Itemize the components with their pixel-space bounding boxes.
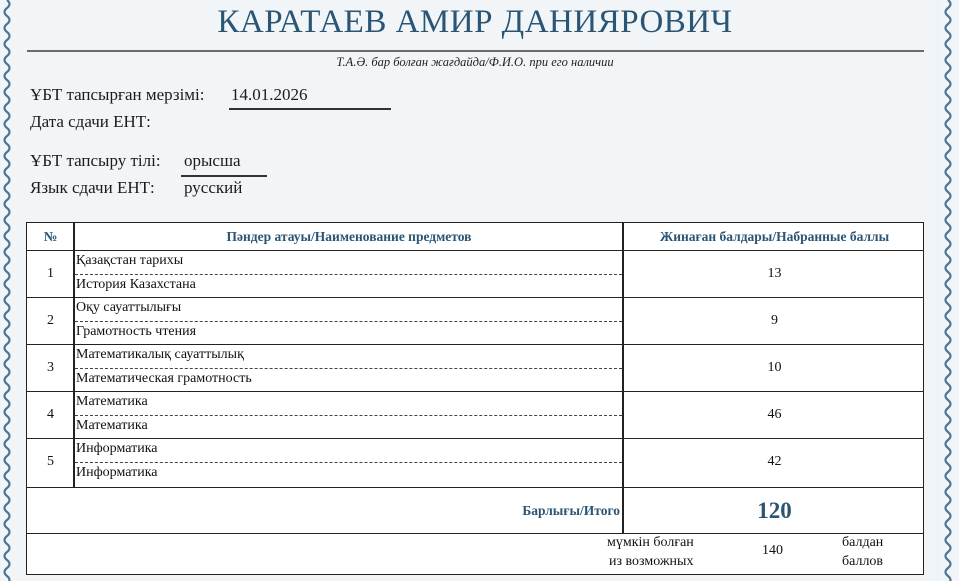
row-number: 3 bbox=[47, 360, 54, 375]
subject-name-kz: Математика bbox=[76, 394, 148, 409]
header-score: Жинаған балдары/Набранные баллы bbox=[659, 229, 890, 244]
results-table bbox=[26, 222, 924, 575]
subject-name-ru: Информатика bbox=[76, 465, 158, 480]
subject-name-kz: Математикалық сауаттылық bbox=[76, 347, 244, 362]
exam-date-value: 14.01.2026 bbox=[231, 85, 308, 104]
table-row bbox=[27, 345, 923, 392]
header-number: № bbox=[43, 229, 58, 244]
header-subject: Пәндер атауы/Наименование предметов bbox=[226, 229, 472, 244]
decorative-border-right bbox=[941, 0, 955, 581]
subject-name-kz: Оқу сауаттылығы bbox=[76, 300, 182, 315]
exam-language-value-kz: орысша bbox=[184, 151, 241, 170]
name-caption: Т.А.Ә. бар болған жағдайда/Ф.И.О. при его наличии bbox=[336, 55, 614, 69]
subject-name-kz: Қазақстан тарихы bbox=[76, 253, 184, 268]
max-score: 140 bbox=[762, 543, 783, 558]
subject-score: 13 bbox=[767, 266, 782, 281]
exam-language-value-ru: русский bbox=[184, 178, 243, 197]
subject-score: 46 bbox=[767, 407, 782, 422]
subject-score: 9 bbox=[771, 313, 778, 328]
exam-language-label-kz: ҰБТ тапсыру тілі: bbox=[30, 151, 161, 170]
exam-date-label-ru: Дата сдачи ЕНТ: bbox=[30, 112, 151, 131]
subject-divider bbox=[75, 321, 622, 322]
subject-score: 42 bbox=[767, 454, 782, 469]
subject-divider bbox=[75, 274, 622, 275]
row-number: 5 bbox=[47, 454, 54, 469]
exam-date-label-kz: ҰБТ тапсырған мерзімі: bbox=[30, 85, 205, 104]
name-underline bbox=[27, 50, 924, 52]
subject-divider bbox=[75, 462, 622, 463]
row-number: 2 bbox=[47, 313, 54, 328]
subject-name-ru: Грамотность чтения bbox=[76, 324, 197, 339]
total-score: 120 bbox=[757, 498, 792, 523]
table-row bbox=[27, 251, 923, 298]
table-row bbox=[27, 298, 923, 345]
subject-name-ru: История Казахстана bbox=[76, 277, 196, 292]
table-header bbox=[27, 223, 923, 251]
possible-suffix-ru: баллов bbox=[842, 554, 884, 569]
subject-name-kz: Информатика bbox=[76, 441, 158, 456]
exam-language-label-ru: Язык сдачи ЕНТ: bbox=[30, 178, 155, 197]
exam-date-underline bbox=[229, 108, 391, 110]
possible-prefix-ru: из возможных bbox=[609, 554, 694, 569]
student-full-name: КАРАТАЕВ АМИР ДАНИЯРОВИЧ bbox=[217, 4, 733, 40]
possible-prefix-kz: мүмкін болған bbox=[607, 535, 694, 550]
decorative-border-left bbox=[0, 0, 14, 581]
row-number: 1 bbox=[47, 266, 54, 281]
table-row bbox=[27, 439, 923, 486]
subject-name-ru: Математика bbox=[76, 418, 148, 433]
table-row bbox=[27, 392, 923, 439]
exam-language-underline bbox=[181, 175, 267, 177]
possible-suffix-kz: балдан bbox=[842, 535, 884, 550]
row-number: 4 bbox=[47, 407, 54, 422]
total-label: Барлығы/Итого bbox=[522, 503, 620, 518]
subject-divider bbox=[75, 415, 622, 416]
total-row bbox=[27, 487, 923, 534]
subject-score: 10 bbox=[767, 360, 782, 375]
subject-divider bbox=[75, 368, 622, 369]
subject-name-ru: Математическая грамотность bbox=[76, 371, 252, 386]
possible-score-row bbox=[27, 534, 923, 574]
